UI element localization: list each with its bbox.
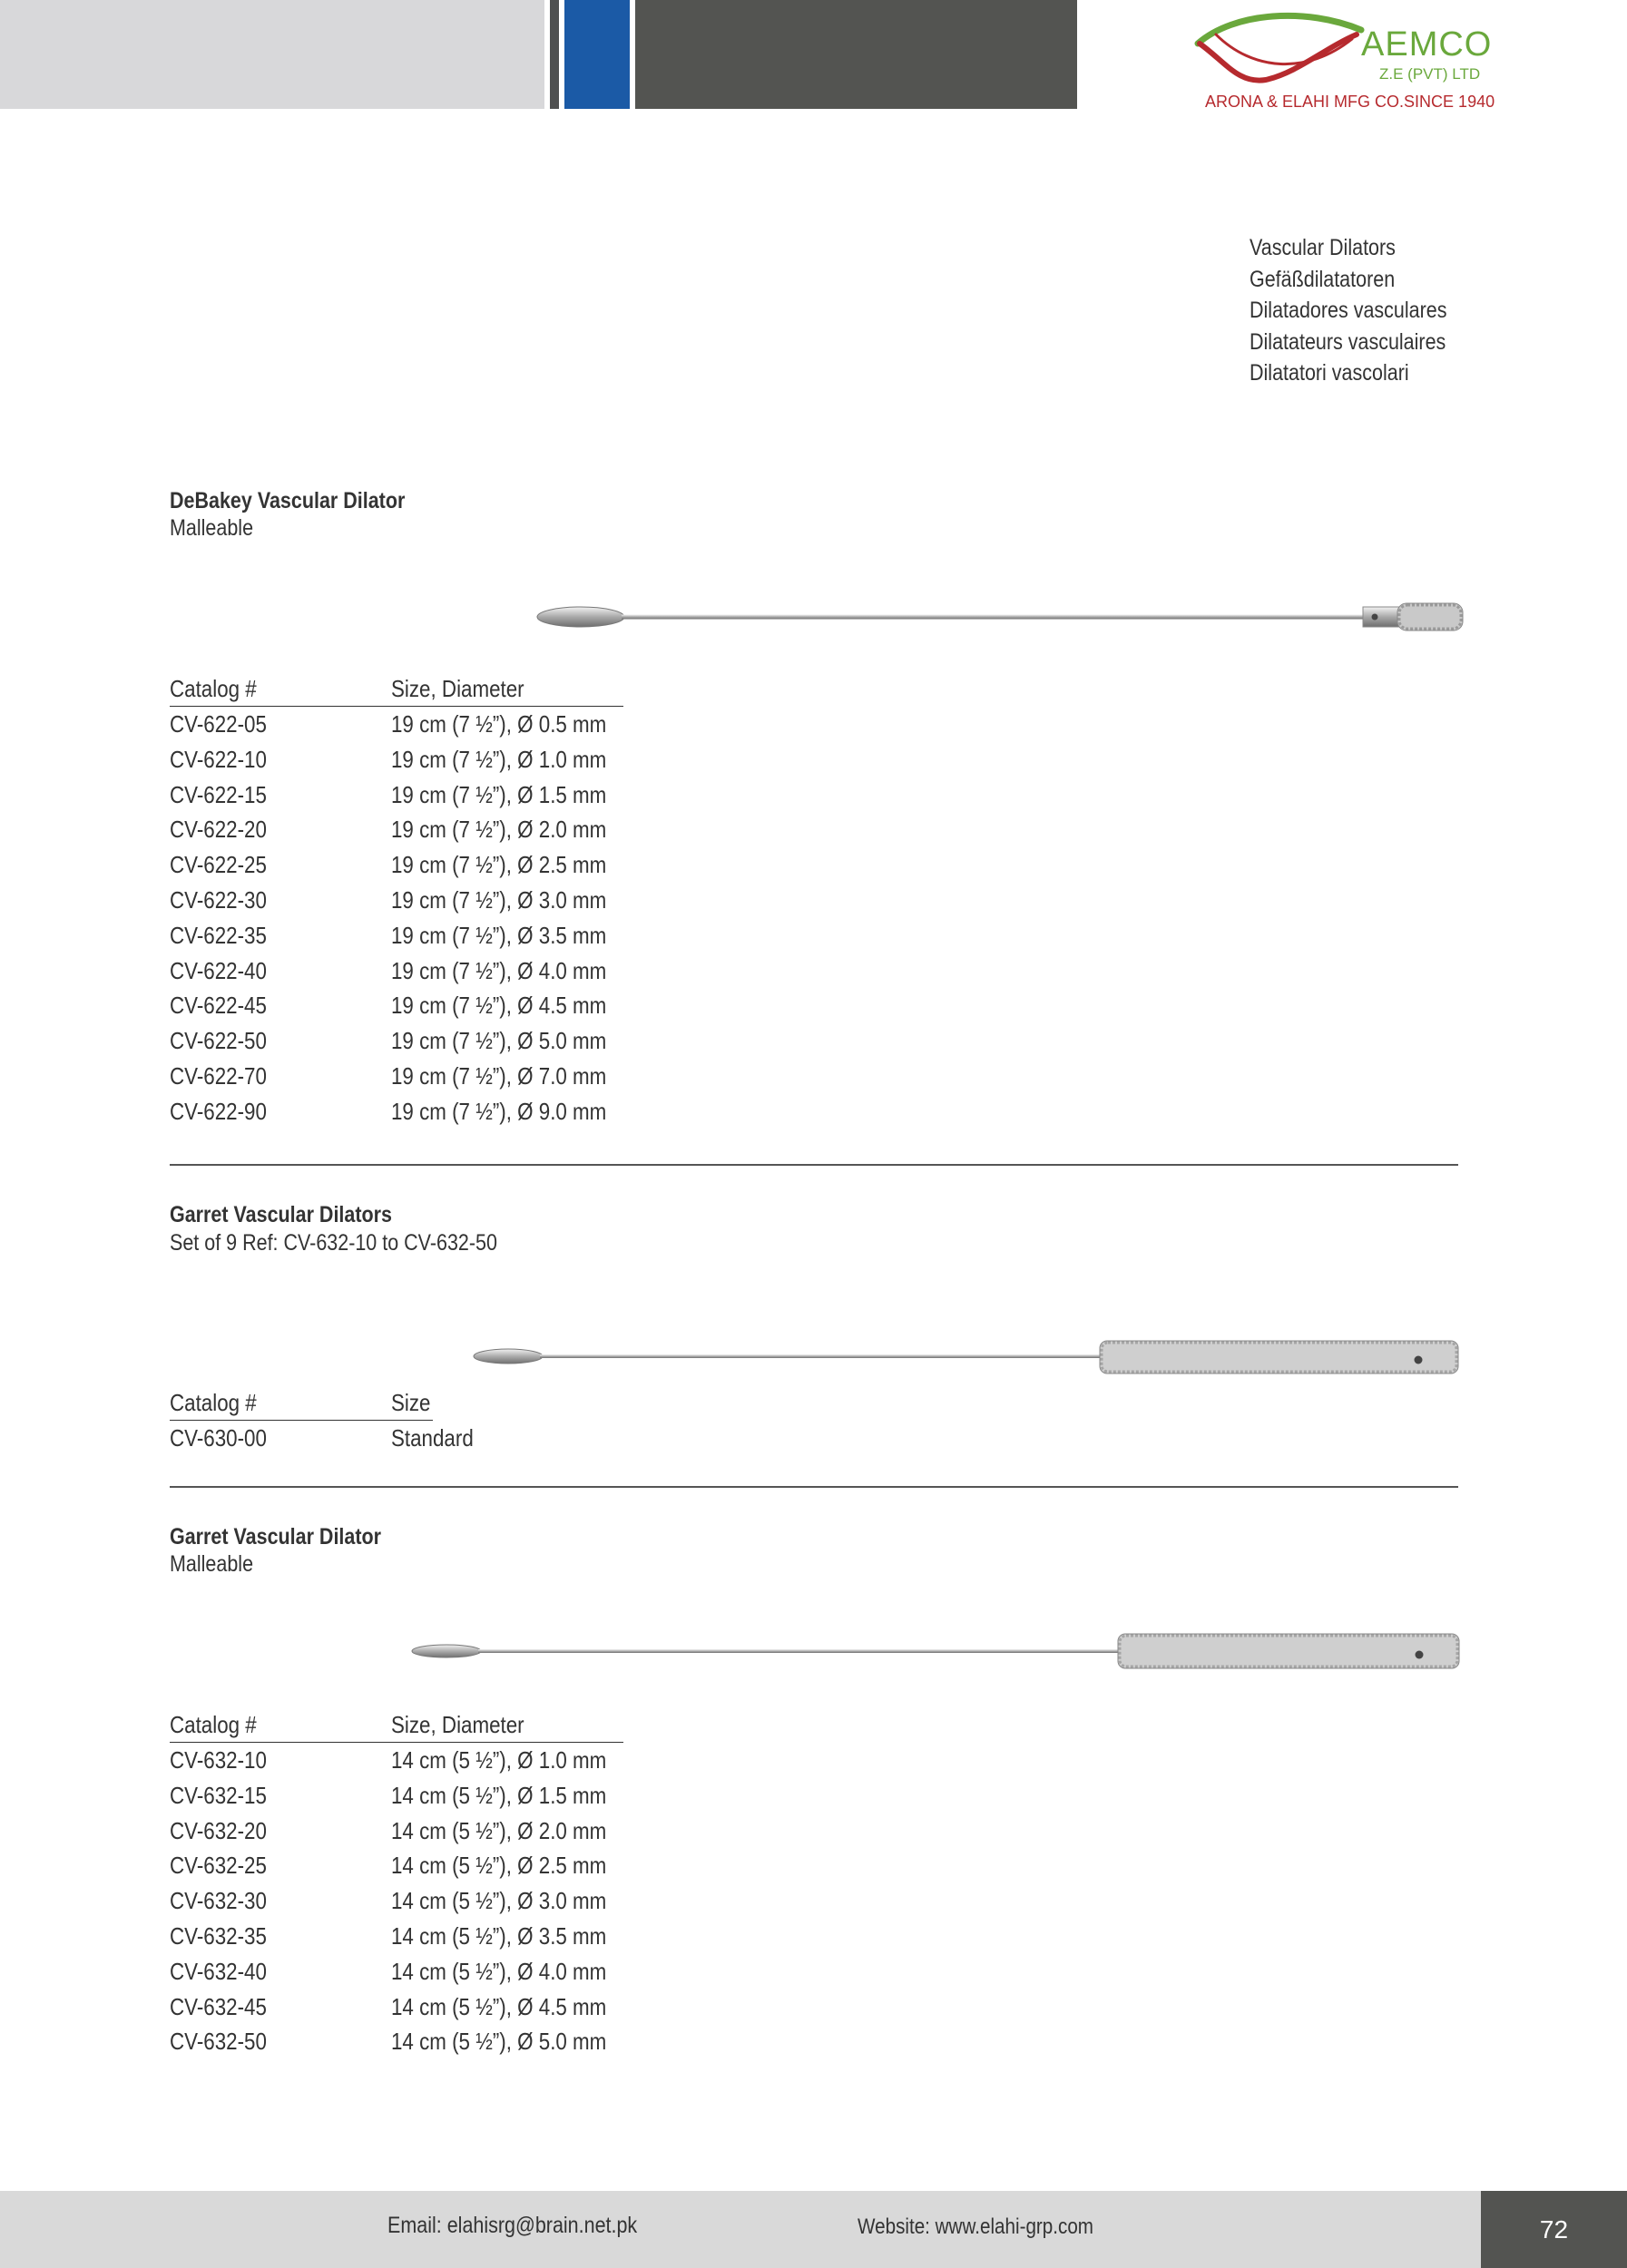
catalog-table-debakey: [170, 671, 623, 1129]
catalog-number: CV-632-20: [170, 1816, 267, 1844]
table-row: [170, 1848, 623, 1883]
table-row: [170, 1023, 623, 1059]
debakey-dilator-image: [535, 594, 1465, 640]
catalog-number: CV-632-45: [170, 1992, 267, 2020]
catalog-number: CV-622-70: [170, 1061, 267, 1090]
category-names: [1250, 232, 1479, 389]
catalog-number: CV-622-05: [170, 710, 267, 738]
catalog-table-garret-set: [170, 1385, 474, 1456]
logo-name: AEMCO: [1361, 25, 1493, 64]
table-row: [170, 707, 623, 742]
table-row: [170, 1919, 623, 1954]
catalog-number: CV-622-90: [170, 1097, 267, 1125]
logo-subtitle: Z.E (PVT) LTD: [1379, 65, 1481, 83]
logo-tagline: ARONA & ELAHI MFG CO.SINCE 1940: [1205, 93, 1495, 111]
table-header: [170, 1385, 433, 1420]
size-value: 19 cm (7 ½”), Ø 9.0 mm: [391, 1097, 607, 1125]
catalog-number: CV-632-35: [170, 1921, 267, 1950]
table-header: [170, 1707, 623, 1742]
column-header-catalog: Catalog #: [170, 1711, 257, 1738]
catalog-number: CV-632-30: [170, 1887, 267, 1915]
garret-dilator-malleable-image: [410, 1628, 1461, 1674]
size-value: 19 cm (7 ½”), Ø 3.0 mm: [391, 885, 607, 914]
table-header: [170, 671, 623, 706]
footer-email-link[interactable]: Email: elahisrg@brain.net.pk: [387, 2213, 638, 2238]
catalog-number: CV-632-25: [170, 1852, 267, 1880]
size-value: 19 cm (7 ½”), Ø 1.5 mm: [391, 780, 607, 808]
catalog-number: CV-622-35: [170, 921, 267, 949]
catalog-number: CV-622-20: [170, 816, 267, 844]
section-title: DeBakey Vascular Dilator: [170, 488, 406, 513]
catalog-number: CV-632-15: [170, 1781, 267, 1809]
column-header-size: Size, Diameter: [391, 1711, 524, 1738]
table-row: [170, 883, 623, 918]
table-row: [170, 847, 623, 883]
column-header-catalog: Catalog #: [170, 675, 257, 702]
size-value: 14 cm (5 ½”), Ø 3.0 mm: [391, 1887, 607, 1915]
table-row: [170, 1989, 623, 2025]
size-value: 19 cm (7 ½”), Ø 2.0 mm: [391, 816, 607, 844]
size-value: 19 cm (7 ½”), Ø 0.5 mm: [391, 710, 607, 738]
table-row: [170, 1059, 623, 1094]
header-bar-blue: [564, 0, 630, 109]
table-row: [170, 1094, 623, 1129]
page-number: 72: [1481, 2191, 1627, 2268]
section-title: Garret Vascular Dilator: [170, 1524, 382, 1549]
category-name-es: Dilatadores vasculares: [1250, 298, 1447, 323]
size-value: 19 cm (7 ½”), Ø 4.5 mm: [391, 992, 607, 1020]
size-value: 14 cm (5 ½”), Ø 2.5 mm: [391, 1852, 607, 1880]
category-name-de: Gefäßdilatatoren: [1250, 266, 1396, 292]
brand-logo: [1189, 7, 1515, 116]
section-divider: [170, 1164, 1458, 1166]
size-value: 19 cm (7 ½”), Ø 7.0 mm: [391, 1061, 607, 1090]
size-value: 14 cm (5 ½”), Ø 2.0 mm: [391, 1816, 607, 1844]
catalog-number: CV-622-25: [170, 851, 267, 879]
size-value: Standard: [391, 1424, 474, 1452]
section-subtitle: Malleable: [170, 515, 254, 541]
table-row: [170, 1421, 474, 1456]
header-bar-light: [0, 0, 544, 109]
column-header-size: Size, Diameter: [391, 675, 524, 702]
catalog-number: CV-622-15: [170, 780, 267, 808]
size-value: 14 cm (5 ½”), Ø 4.5 mm: [391, 1992, 607, 2020]
table-row: [170, 812, 623, 847]
table-row: [170, 918, 623, 953]
table-row: [170, 742, 623, 777]
table-row: [170, 1743, 623, 1778]
column-header-catalog: Catalog #: [170, 1389, 257, 1416]
page-footer: [0, 2191, 1627, 2268]
size-value: 19 cm (7 ½”), Ø 4.0 mm: [391, 956, 607, 984]
size-value: 19 cm (7 ½”), Ø 3.5 mm: [391, 921, 607, 949]
catalog-number: CV-632-10: [170, 1746, 267, 1774]
catalog-table-garret-malleable: [170, 1707, 623, 2059]
size-value: 14 cm (5 ½”), Ø 5.0 mm: [391, 2028, 607, 2056]
size-value: 14 cm (5 ½”), Ø 1.5 mm: [391, 1781, 607, 1809]
size-value: 14 cm (5 ½”), Ø 4.0 mm: [391, 1957, 607, 1985]
catalog-number: CV-622-10: [170, 745, 267, 773]
header-bar-thin: [550, 0, 559, 109]
category-name-it: Dilatatori vascolari: [1250, 360, 1409, 386]
table-row: [170, 1778, 623, 1813]
catalog-number: CV-622-40: [170, 956, 267, 984]
logo-swoosh-icon: [1189, 7, 1370, 98]
size-value: 19 cm (7 ½”), Ø 1.0 mm: [391, 745, 607, 773]
size-value: 14 cm (5 ½”), Ø 1.0 mm: [391, 1746, 607, 1774]
footer-website-link[interactable]: Website: www.elahi-grp.com: [858, 2214, 1094, 2239]
section-divider: [170, 1486, 1458, 1488]
table-row: [170, 1954, 623, 1989]
catalog-number: CV-622-50: [170, 1027, 267, 1055]
catalog-number: CV-630-00: [170, 1424, 267, 1452]
size-value: 19 cm (7 ½”), Ø 2.5 mm: [391, 851, 607, 879]
size-value: 19 cm (7 ½”), Ø 5.0 mm: [391, 1027, 607, 1055]
garret-dilator-set-image: [472, 1334, 1461, 1379]
header-bar-dark: [635, 0, 1077, 109]
table-row: [170, 2024, 623, 2059]
catalog-number: CV-622-45: [170, 992, 267, 1020]
column-header-size: Size: [391, 1389, 431, 1416]
section-subtitle: Malleable: [170, 1551, 254, 1577]
table-row: [170, 777, 623, 813]
table-row: [170, 1813, 623, 1849]
category-name-en: Vascular Dilators: [1250, 235, 1396, 260]
catalog-number: CV-622-30: [170, 885, 267, 914]
catalog-number: CV-632-40: [170, 1957, 267, 1985]
table-row: [170, 1883, 623, 1919]
section-title: Garret Vascular Dilators: [170, 1202, 392, 1227]
size-value: 14 cm (5 ½”), Ø 3.5 mm: [391, 1921, 607, 1950]
table-row: [170, 953, 623, 989]
category-name-fr: Dilatateurs vasculaires: [1250, 328, 1446, 355]
section-subtitle: Set of 9 Ref: CV-632-10 to CV-632-50: [170, 1230, 497, 1256]
catalog-number: CV-632-50: [170, 2028, 267, 2056]
table-row: [170, 988, 623, 1023]
